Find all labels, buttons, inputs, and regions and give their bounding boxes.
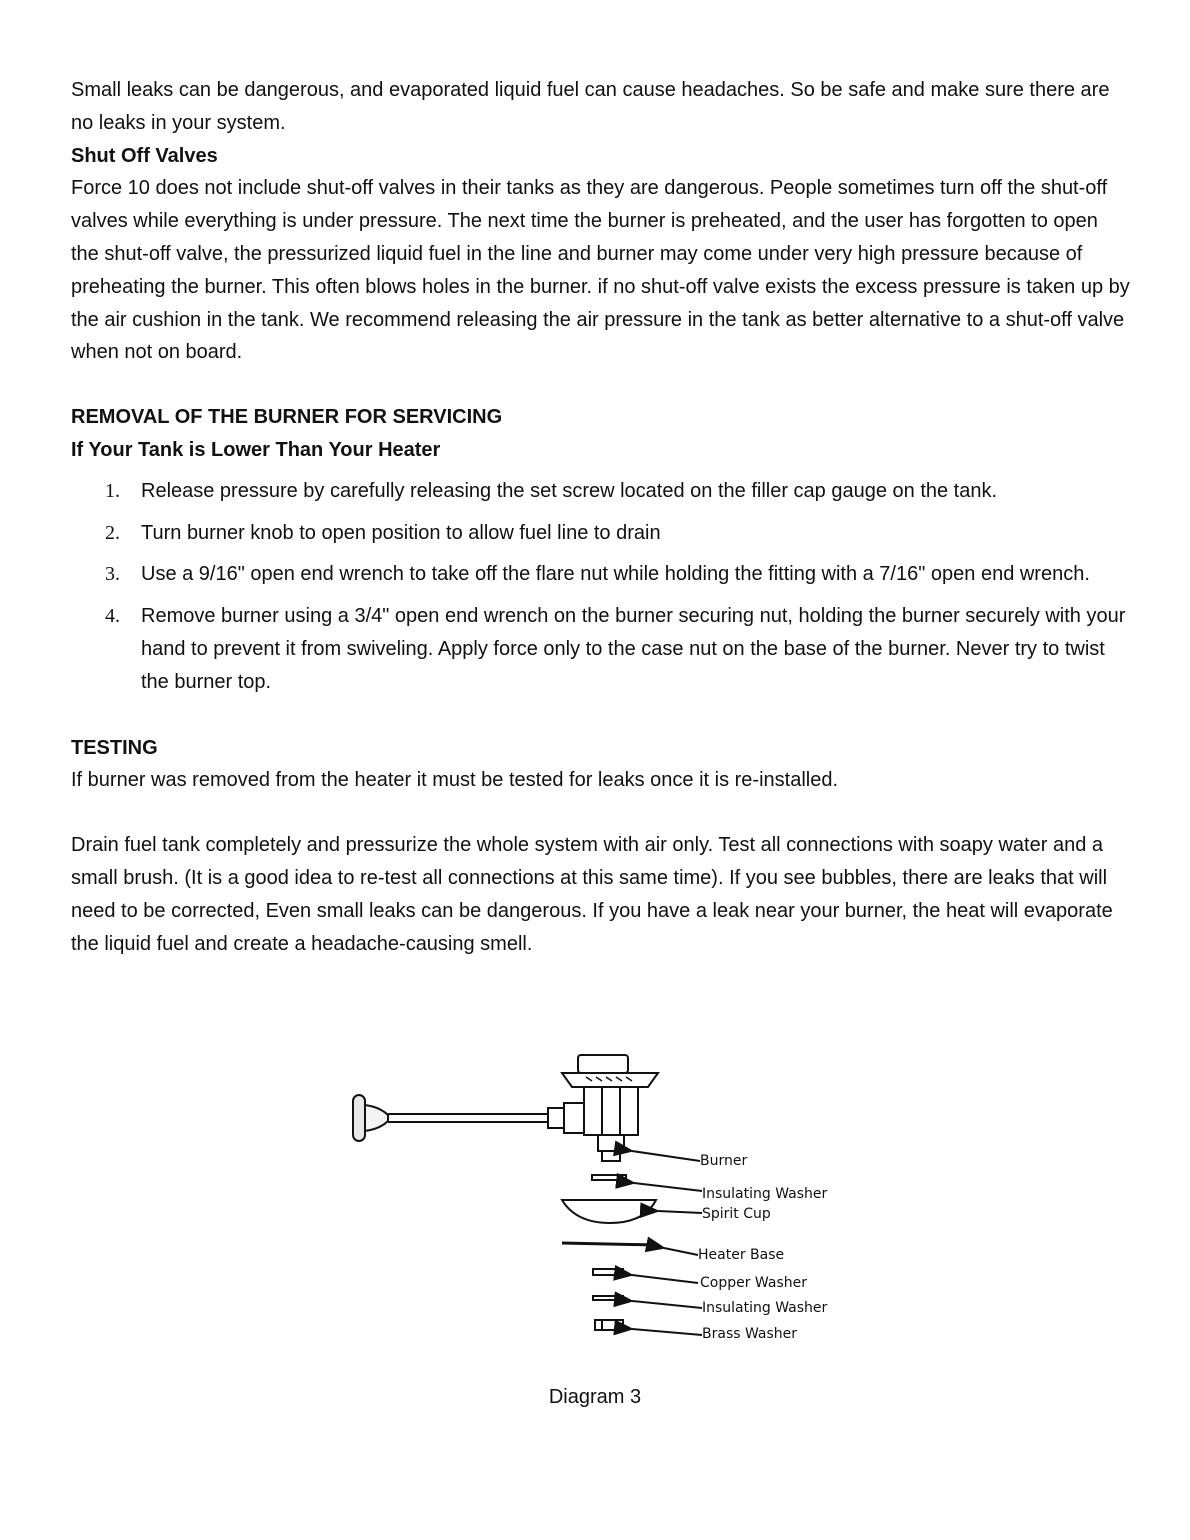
testing-paragraph-2: Drain fuel tank completely and pressurize the whole system with air only. Test all connections with soapy water and a small brush. (It is a good idea to re-test all connections at this same time). If you see bubbles, there are leaks that will need to be corrected, Even small leaks can be dangerous. If you have a leak near your burner, the heat will evaporate the liquid fuel and create a headache-causing smell. <box>71 834 1113 955</box>
spirit-cup-leader-arrow <box>658 1211 702 1213</box>
shutoff-heading: Shut Off Valves <box>71 144 218 167</box>
brass-washer-leader-arrow <box>632 1329 702 1335</box>
burner-label: Burner <box>700 1153 748 1169</box>
removal-subheading: If Your Tank is Lower Than Your Heater <box>71 438 441 461</box>
insulating-washer-top-icon <box>592 1175 626 1180</box>
copper-washer-label: Copper Washer <box>700 1275 807 1291</box>
shutoff-paragraph: Force 10 does not include shut-off valves in their tanks as they are dangerous. People sometimes turn off the shut-off valves while everything is under pressure. The next time the burner is preheated, and the user has forgotten to open the shut-off valve, the pressurized liquid fuel in the line and burner may come under very high pressure because of preheating the burner. This often blows holes in the burner. if no shut-off valve exists the excess pressure is taken up by the air cushion in the tank. We recommend releasing the air pressure in the tank as better alternative to a shut-off valve when not on board. <box>71 177 1130 364</box>
fuel-line <box>388 1103 586 1133</box>
heater-base-icon <box>562 1243 656 1245</box>
step-text: Use a 9/16" open end wrench to take off the flare nut while holding the fitting with a 7/16" open end wrench. <box>141 563 1090 586</box>
insulating-washer-top-label: Insulating Washer <box>702 1186 828 1202</box>
list-item <box>71 475 1131 508</box>
burner-knob <box>353 1095 388 1141</box>
insulating-washer-bottom-leader-arrow <box>632 1301 702 1308</box>
brass-washer-icon <box>595 1320 623 1330</box>
list-item <box>71 558 1131 591</box>
burner-exploded-diagram <box>340 1045 860 1355</box>
copper-washer-leader-arrow <box>632 1275 698 1283</box>
heater-base-leader-arrow <box>664 1248 698 1255</box>
spirit-cup-label: Spirit Cup <box>702 1206 771 1222</box>
step-text: Turn burner knob to open position to allow fuel line to drain <box>141 521 661 544</box>
copper-washer-icon <box>593 1269 623 1275</box>
testing-paragraph-1: If burner was removed from the heater it must be tested for leaks once it is re-installed. <box>71 769 839 792</box>
removal-steps-list <box>71 475 1131 699</box>
insulating-washer-bottom-label: Insulating Washer <box>702 1300 828 1316</box>
step-text: Remove burner using a 3/4" open end wrench on the burner securing nut, holding the burner securely with your hand to prevent it from swiveling. Apply force only to the case nut on the base of the burner. Never try to twist the burner top. <box>141 605 1126 693</box>
removal-heading: REMOVAL OF THE BURNER FOR SERVICING <box>71 406 503 429</box>
step-number: 3. <box>105 563 120 586</box>
intro-paragraph: Small leaks can be dangerous, and evaporated liquid fuel can cause headaches. So be safe and make sure there are no leaks in your system. <box>71 79 1110 134</box>
diagram-drawing <box>340 1045 860 1355</box>
insulating-washer-bottom-icon <box>593 1296 623 1300</box>
document-page <box>71 74 1131 960</box>
list-item <box>71 517 1131 550</box>
brass-washer-label: Brass Washer <box>702 1326 798 1342</box>
step-text: Release pressure by carefully releasing the set screw located on the filler cap gauge on the tank. <box>141 479 998 502</box>
step-number: 4. <box>105 605 120 628</box>
step-number: 2. <box>105 521 120 544</box>
heater-base-label: Heater Base <box>698 1247 785 1263</box>
step-number: 1. <box>105 479 120 502</box>
diagram-caption: Diagram 3 <box>548 1386 642 1408</box>
insulating-washer-top-leader-arrow <box>634 1183 702 1191</box>
burner-leader-arrow <box>632 1151 700 1161</box>
list-item <box>71 600 1131 698</box>
testing-heading: TESTING <box>71 736 158 759</box>
spirit-cup-icon <box>562 1200 656 1223</box>
